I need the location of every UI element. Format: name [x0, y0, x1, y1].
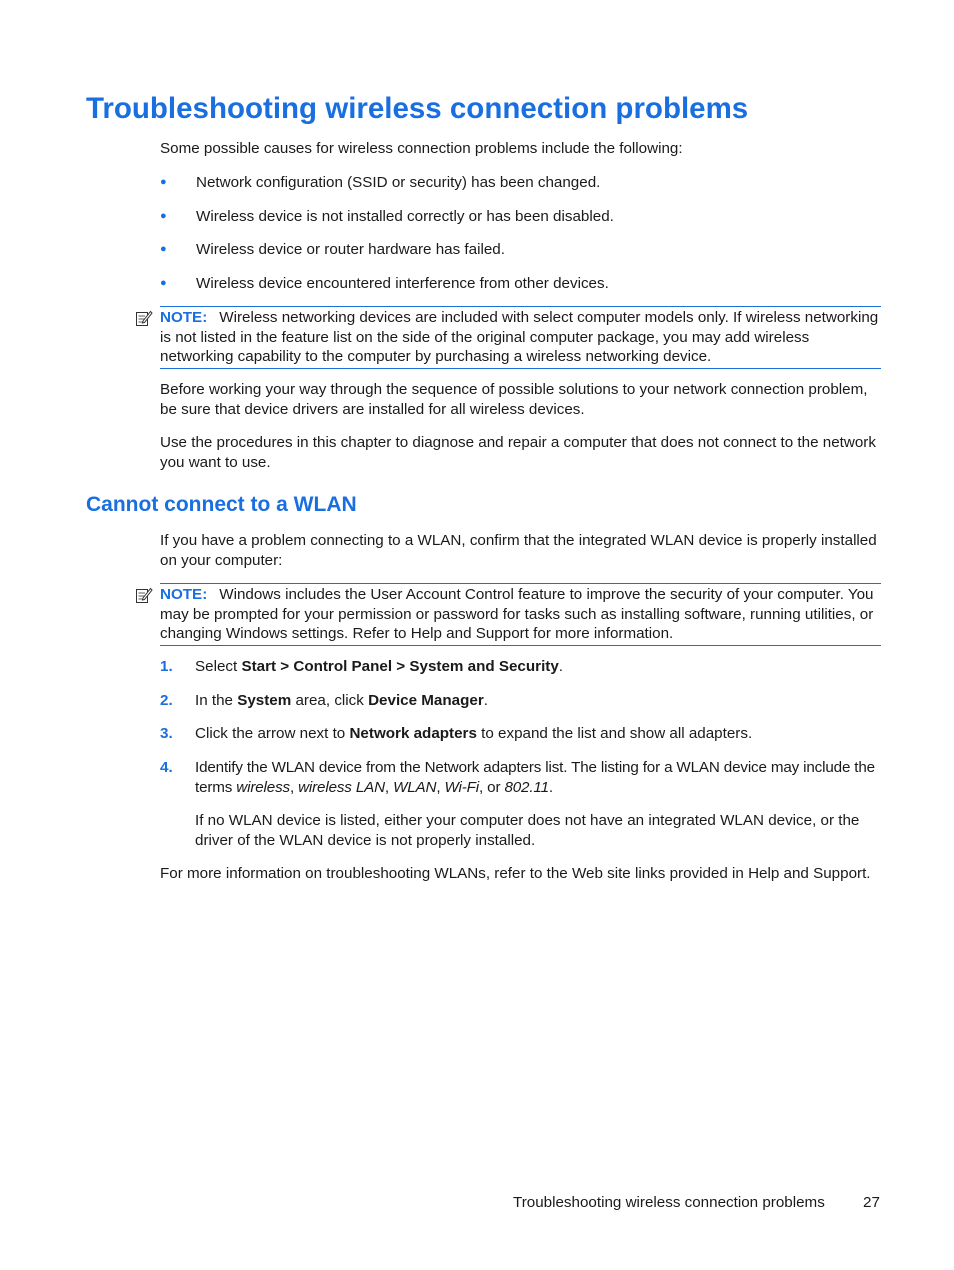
bullet-dot-icon: ●: [160, 277, 167, 289]
intro-text: Some possible causes for wireless connection problems include the following:: [160, 140, 683, 157]
bullet-dot-icon: ●: [160, 243, 167, 255]
bullet-dot-icon: ●: [160, 176, 167, 188]
step-followup: If no WLAN device is listed, either your computer does not have an integrated WLAN device, or the driver of the WLAN device is not properly installed.: [195, 812, 860, 849]
page-title: Troubleshooting wireless connection problems: [86, 92, 749, 125]
footer-title: Troubleshooting wireless connection problems: [513, 1194, 825, 1211]
note-label: NOTE:: [160, 586, 208, 603]
note-text: Wireless networking devices are included with select computer models only. If wireless networking is not listed in the feature list on the side of the original computer package, you may add wireless networking capability to the computer by purchasing a wireless networking device.: [160, 309, 879, 365]
paragraph: Before working your way through the sequence of possible solutions to your network connection problem, be sure that device drivers are installed for all wireless devices.: [160, 381, 868, 418]
bullet-dot-icon: ●: [160, 210, 167, 222]
note-pencil-icon: [135, 586, 153, 604]
note-box: [160, 583, 881, 646]
note-label: NOTE:: [160, 309, 208, 326]
paragraph: Use the procedures in this chapter to diagnose and repair a computer that does not connect to the network you want to use.: [160, 434, 876, 471]
paragraph: If you have a problem connecting to a WLAN, confirm that the integrated WLAN device is properly installed on your computer:: [160, 532, 877, 569]
note-pencil-icon: [135, 309, 153, 327]
note-box: [160, 306, 881, 369]
note-text: Windows includes the User Account Control feature to improve the security of your computer. You may be prompted for your permission or password for tasks such as installing software, running utilities, or changing Windows settings. Refer to Help and Support for more information.: [160, 586, 874, 642]
paragraph: For more information on troubleshooting WLANs, refer to the Web site links provided in Help and Support.: [160, 865, 871, 882]
section-heading: Cannot connect to a WLAN: [86, 493, 357, 516]
page-number: 27: [863, 1194, 880, 1211]
